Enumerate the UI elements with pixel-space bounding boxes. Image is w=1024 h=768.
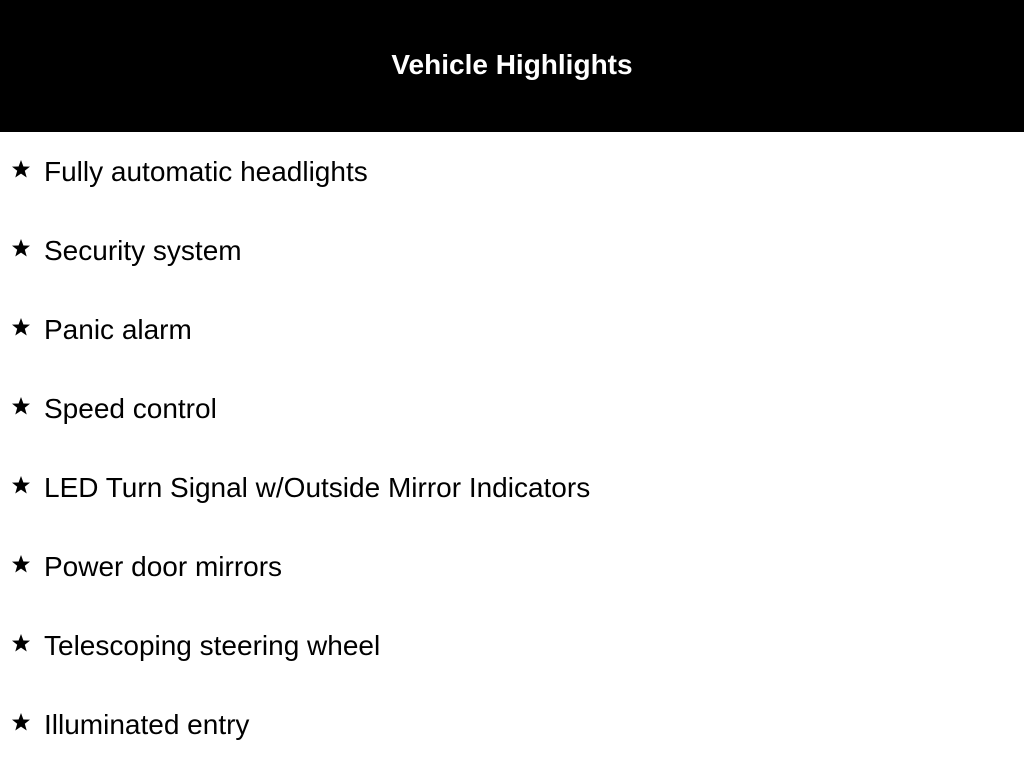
highlights-list — [0, 132, 1024, 764]
list-item-label: Panic alarm — [44, 314, 192, 345]
list-item — [0, 527, 1024, 606]
star-icon — [11, 475, 31, 495]
star-icon — [11, 554, 31, 574]
list-item — [0, 290, 1024, 369]
star-icon — [11, 238, 31, 258]
star-icon — [11, 317, 31, 337]
list-item — [0, 606, 1024, 685]
list-item-label: Power door mirrors — [44, 551, 283, 582]
list-item-label: Security system — [44, 235, 242, 266]
list-item-label: Speed control — [44, 393, 217, 424]
title-banner — [0, 0, 1024, 132]
list-item-label: LED Turn Signal w/Outside Mirror Indicators — [44, 472, 591, 503]
list-item — [0, 685, 1024, 764]
star-icon — [11, 712, 31, 732]
star-icon — [11, 633, 31, 653]
page-title: Vehicle Highlights — [391, 49, 633, 80]
list-item-label: Telescoping steering wheel — [44, 630, 381, 661]
star-icon — [11, 396, 31, 416]
list-item — [0, 369, 1024, 448]
list-item-label: Fully automatic headlights — [44, 156, 368, 187]
list-item — [0, 448, 1024, 527]
list-item — [0, 132, 1024, 211]
list-item — [0, 211, 1024, 290]
list-item-label: Illuminated entry — [44, 709, 250, 740]
star-icon — [11, 159, 31, 179]
